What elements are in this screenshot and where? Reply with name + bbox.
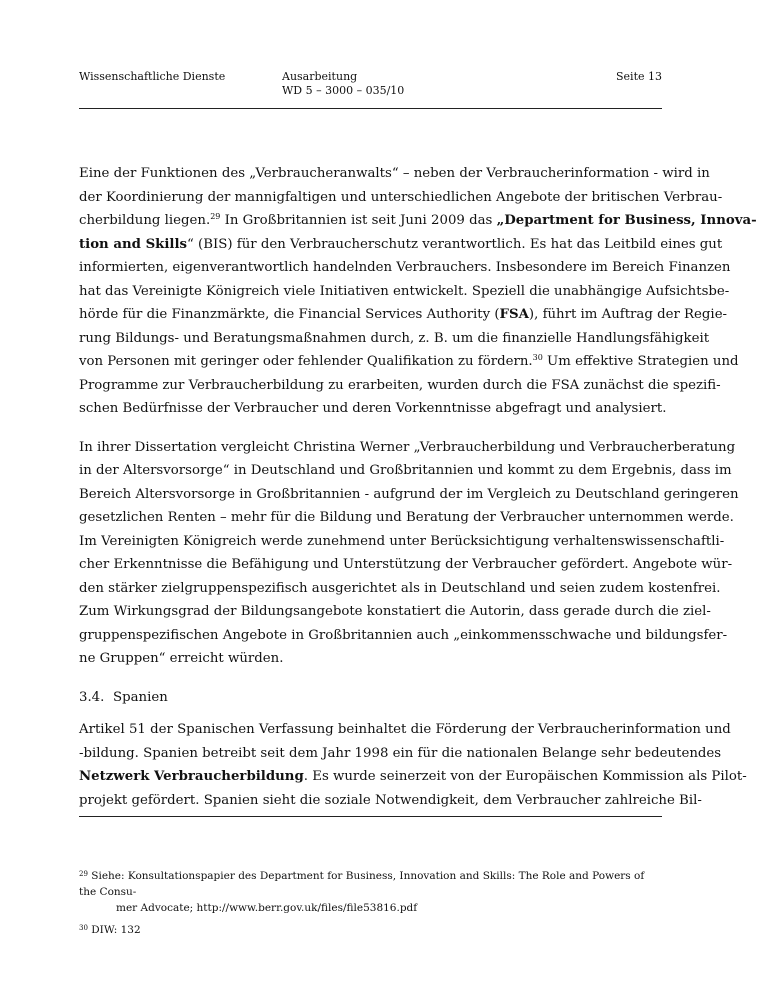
main-text	[79, 162, 757, 812]
footnote-text: Siehe: Konsultationspapier des Department for Business, Innovation and Skills: The Role and Powers of the Consu-	[79, 870, 645, 898]
header-doc-number: WD 5 – 3000 – 035/10	[282, 84, 405, 97]
text-line: von Personen mit geringer oder fehlender Qualifikation zu fördern.$^{30}$ Um effektive Strategien und	[79, 353, 739, 369]
section-heading	[79, 686, 662, 710]
text-line: Netzwerk Verbraucherbildung. Es wurde seinerzeit von der Europäischen Kommission als Pilot-	[79, 769, 747, 784]
footnote-separator	[79, 816, 662, 817]
text-line: -bildung. Spanien betreibt seit dem Jahr 1998 ein für die nationalen Belange sehr bedeutendes	[79, 745, 722, 761]
bold-term: tion and Skills	[79, 236, 188, 252]
text-line: hörde für die Finanzmärkte, die Financial Services Authority (FSA), führt im Auftrag der Regie-	[79, 307, 728, 322]
text-line: Eine der Funktionen des „Verbraucheranwalts“ – neben der Verbraucherinformation - wird in	[79, 166, 710, 181]
text-line: tion and Skills“ (BIS) für den Verbraucherschutz verantwortlich. Es hat das Leitbild eines gut	[79, 236, 723, 252]
text-line: Im Vereinigten Königreich werde zunehmend unter Berücksichtigung verhaltenswissenschaftli-	[79, 533, 725, 549]
text-line: Bereich Altersvorsorge in Großbritannien - aufgrund der im Vergleich zu Deutschland geringeren	[79, 486, 739, 502]
bold-term: FSA	[499, 307, 529, 322]
paragraph-spain	[79, 718, 747, 812]
section-title: Spanien	[113, 689, 168, 705]
text-line: Artikel 51 der Spanischen Verfassung beinhaltet die Förderung der Verbraucherinformation und	[79, 722, 731, 737]
paragraph-dissertation-werner	[79, 436, 739, 671]
header-rule	[79, 108, 662, 109]
section-number: 3.4.	[79, 689, 105, 705]
text-line: gruppenspezifischen Angebote in Großbritannien auch „einkommensschwache und bildungsfer-	[79, 627, 728, 643]
footnote-text: DIW: 132	[91, 924, 141, 936]
text-line: ne Gruppen“ erreicht würden.	[79, 651, 284, 666]
text-line: der Koordinierung der mannigfaltigen und unterschiedlichen Angebote der britischen Verbrau-	[79, 189, 723, 205]
header-doc-type: Ausarbeitung	[282, 70, 358, 83]
text-line: schen Bedürfnisse der Verbraucher und deren Vorkenntnisse abgefragt und analysiert.	[79, 401, 667, 416]
text-line: In ihrer Dissertation vergleicht Christina Werner „Verbraucherbildung und Verbraucherberatung	[79, 439, 736, 455]
text-line: Programme zur Verbraucherbildung zu erarbeiten, wurden durch die FSA zunächst die spezifi-	[79, 377, 721, 393]
footnotes	[79, 868, 662, 944]
text-line: cher Erkenntnisse die Befähigung und Unterstützung der Verbraucher gefördert. Angebote wür-	[79, 557, 733, 572]
footnote-number: 29	[79, 870, 88, 878]
text-line: in der Altersvorsorge“ in Deutschland und Großbritannien und kommt zu dem Ergebnis, dass im	[79, 463, 732, 478]
text-line: den stärker zielgruppenspezifisch ausgerichtet als in Deutschland und seien zudem kostenfrei.	[79, 580, 721, 596]
header-document-info	[282, 70, 404, 98]
header-institution: Wissenschaftliche Dienste	[79, 70, 226, 83]
footnote-29	[79, 868, 662, 916]
text-line: cherbildung liegen.$^{29}$ In Großbritannien ist seit Juni 2009 das „Department for Business, Innova-	[79, 212, 757, 228]
footnote-ref-29: 29	[210, 212, 221, 221]
text-line: informierten, eigenverantwortlich handelnden Verbrauchers. Insbesondere im Bereich Finanzen	[79, 260, 731, 275]
text-line: Zum Wirkungsgrad der Bildungsangebote konstatiert die Autorin, dass gerade durch die ziel-	[79, 604, 711, 619]
text-line: rung Bildungs- und Beratungsmaßnahmen durch, z. B. um die finanzielle Handlungsfähigkeit	[79, 330, 710, 346]
paragraph-uk-consumer-advocate	[79, 162, 757, 421]
bold-term: „Department for Business, Innova-	[496, 213, 757, 228]
footnote-number: 30	[79, 924, 88, 932]
text-line: gesetzlichen Renten – mehr für die Bildung und Beratung der Verbraucher unternommen werde.	[79, 510, 734, 525]
text-line: projekt gefördert. Spanien sieht die soziale Notwendigkeit, dem Verbraucher zahlreiche Bil-	[79, 792, 702, 808]
bold-term: Netzwerk Verbraucherbildung	[79, 769, 304, 784]
footnote-ref-30: 30	[532, 353, 543, 362]
text-line: hat das Vereinigte Königreich viele Initiativen entwickelt. Speziell die unabhängige Aufsichtsbe-	[79, 283, 730, 299]
footnote-30	[79, 922, 662, 938]
footnote-text: mer Advocate; http://www.berr.gov.uk/files/file53816.pdf	[116, 902, 418, 914]
header-page-number: Seite 13	[616, 70, 662, 83]
